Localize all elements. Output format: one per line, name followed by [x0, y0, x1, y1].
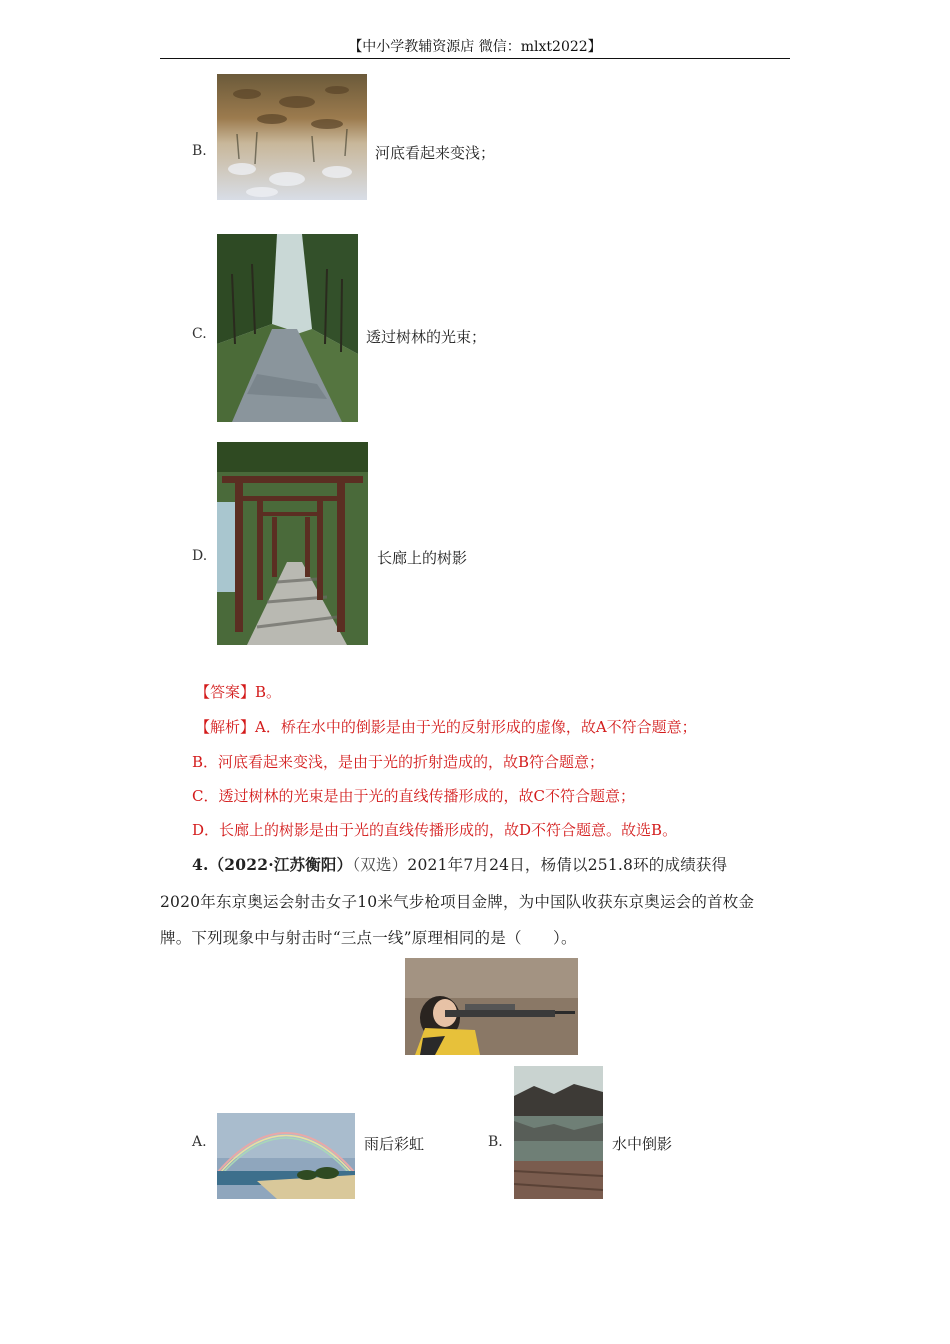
- question-4-line-1: [192, 853, 727, 875]
- option-d-caption: 长廊上的树影: [377, 549, 468, 567]
- analysis-line-2: B．河底看起来变浅，是由于光的折射造成的，故B符合题意；: [192, 753, 605, 771]
- option-b-letter: B.: [192, 143, 207, 159]
- header-divider: [160, 58, 790, 59]
- answer-value: B。: [255, 683, 282, 701]
- question-4-line-2: 2020年东京奥运会射击女子10米气步枪项目金牌，为中国队收获东京奥运会的首枚金: [160, 893, 755, 911]
- analysis-line-3: C．透过树林的光束是由于光的直线传播形成的，故C不符合题意；: [192, 787, 635, 805]
- question-4-number: 4.: [192, 855, 209, 874]
- question-4-line-3: 牌。下列现象中与射击时“三点一线”原理相同的是（ ）。: [160, 929, 577, 947]
- option-c-letter: C.: [192, 326, 207, 342]
- option-b-caption: 河底看起来变浅；: [375, 144, 496, 162]
- question-4-option-b-caption: 水中倒影: [612, 1135, 673, 1153]
- rainbow-photo-icon: [217, 1113, 355, 1199]
- question-4-text-1: 2021年7月24日，杨倩以251.8环的成绩获得: [407, 856, 728, 874]
- question-4-type: （双选）: [352, 856, 408, 874]
- shooter-photo-icon: [405, 958, 578, 1055]
- analysis-line-1: [195, 716, 697, 737]
- question-4-option-a-letter: A.: [192, 1134, 207, 1150]
- page-header: 【中小学教辅资源店 微信：mlxt2022】: [348, 39, 602, 55]
- forest-road-photo-icon: [217, 234, 358, 422]
- option-c-caption: 透过树林的光束；: [366, 328, 487, 346]
- analysis-label: 【解析】: [195, 718, 256, 736]
- answer-line: [195, 681, 281, 702]
- option-d-letter: D.: [192, 548, 208, 564]
- riverbed-photo-icon: [217, 74, 367, 200]
- reflection-photo-icon: [514, 1066, 603, 1199]
- question-4-option-b-letter: B.: [488, 1134, 503, 1150]
- question-4-source: （2022·江苏衡阳）: [208, 855, 353, 874]
- answer-label: 【答案】: [195, 683, 256, 701]
- analysis-text-1: A．桥在水中的倒影是由于光的反射形成的虚像，故A不符合题意；: [255, 718, 697, 736]
- analysis-line-4: D．长廊上的树影是由于光的直线传播形成的，故D不符合题意。故选B。: [192, 821, 678, 839]
- question-4-option-a-caption: 雨后彩虹: [364, 1135, 425, 1153]
- corridor-shadow-photo-icon: [217, 442, 368, 645]
